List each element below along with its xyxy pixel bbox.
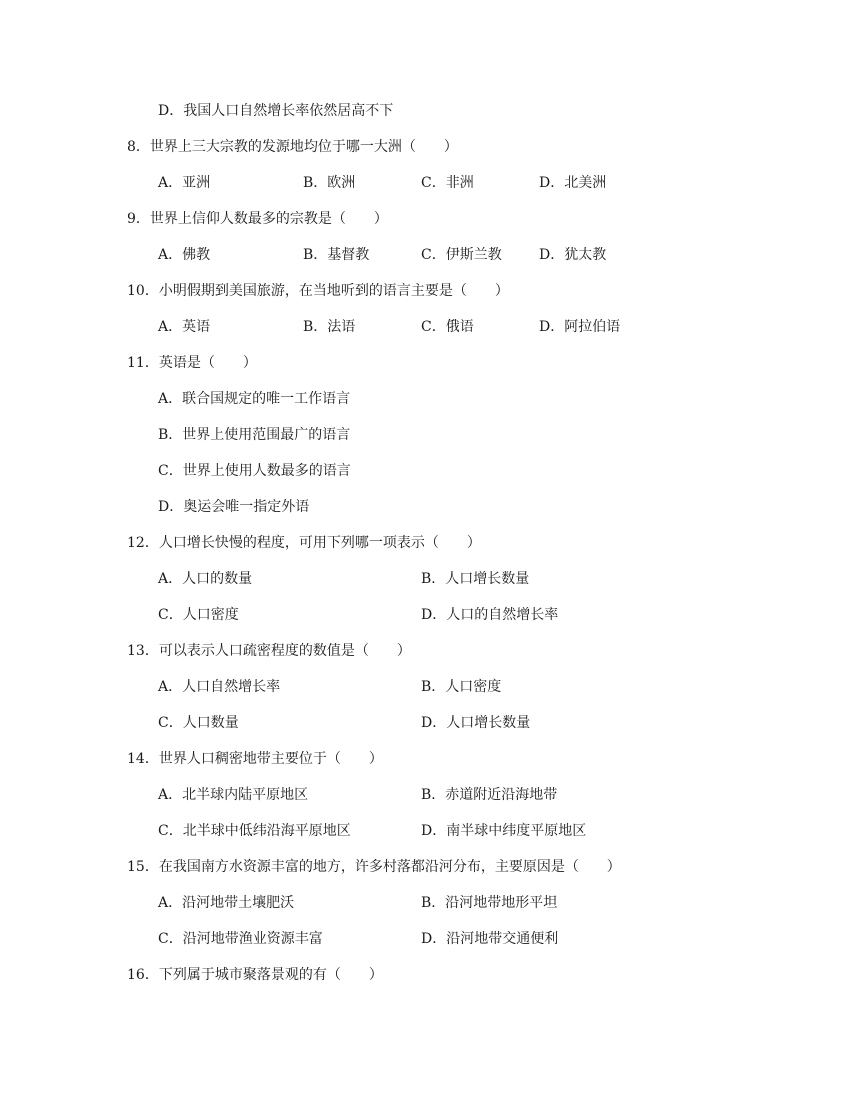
q10-option-a: A．英语: [158, 319, 211, 335]
q13-option-d: D．人口增长数量: [421, 715, 531, 731]
q15-option-d: D．沿河地带交通便利: [421, 931, 559, 947]
q14-stem: 14．世界人口稠密地带主要位于（ ）: [127, 751, 383, 767]
q11-option-d: D．奥运会唯一指定外语: [158, 499, 310, 515]
q9-stem: 9．世界上信仰人数最多的宗教是（ ）: [127, 211, 388, 227]
q8-option-c: C．非洲: [421, 175, 474, 191]
q12-option-b: B．人口增长数量: [421, 571, 530, 587]
q13-stem: 13．可以表示人口疏密程度的数值是（ ）: [127, 643, 411, 659]
q8-stem: 8．世界上三大宗教的发源地均位于哪一大洲（ ）: [127, 139, 458, 155]
q11-option-b: B．世界上使用范围最广的语言: [158, 427, 351, 443]
q10-option-d: D．阿拉伯语: [539, 319, 621, 335]
q13-option-b: B．人口密度: [421, 679, 502, 695]
q9-option-a: A．佛教: [158, 247, 211, 263]
q14-option-b: B．赤道附近沿海地带: [421, 787, 558, 803]
q12-option-d: D．人口的自然增长率: [421, 607, 559, 623]
q15-option-a: A．沿河地带土壤肥沃: [158, 895, 295, 911]
q12-option-a: A．人口的数量: [158, 571, 253, 587]
q15-stem: 15．在我国南方水资源丰富的地方，许多村落都沿河分布，主要原因是（ ）: [127, 859, 621, 875]
q15-option-b: B．沿河地带地形平坦: [421, 895, 558, 911]
q9-option-b: B．基督教: [303, 247, 370, 263]
q10-option-b: B．法语: [303, 319, 356, 335]
q12-stem: 12．人口增长快慢的程度，可用下列哪一项表示（ ）: [127, 535, 481, 551]
q9-option-c: C．伊斯兰教: [421, 247, 502, 263]
q11-stem: 11．英语是（ ）: [127, 355, 257, 371]
q14-option-d: D．南半球中纬度平原地区: [421, 823, 587, 839]
q8-option-d: D．北美洲: [539, 175, 607, 191]
q8-option-b: B．欧洲: [303, 175, 356, 191]
q13-option-c: C．人口数量: [158, 715, 239, 731]
q10-option-c: C．俄语: [421, 319, 474, 335]
q15-option-c: C．沿河地带渔业资源丰富: [158, 931, 323, 947]
q14-option-c: C．北半球中低纬沿海平原地区: [158, 823, 351, 839]
q11-option-c: C．世界上使用人数最多的语言: [158, 463, 351, 479]
q13-option-a: A．人口自然增长率: [158, 679, 281, 695]
q12-option-c: C．人口密度: [158, 607, 239, 623]
q11-option-a: A．联合国规定的唯一工作语言: [158, 391, 351, 407]
q14-option-a: A．北半球内陆平原地区: [158, 787, 309, 803]
q7-option-d: D．我国人口自然增长率依然居高不下: [158, 103, 394, 119]
q9-option-d: D．犹太教: [539, 247, 607, 263]
q10-stem: 10．小明假期到美国旅游，在当地听到的语言主要是（ ）: [127, 283, 509, 299]
q16-stem: 16．下列属于城市聚落景观的有（ ）: [127, 967, 383, 983]
q8-option-a: A．亚洲: [158, 175, 211, 191]
